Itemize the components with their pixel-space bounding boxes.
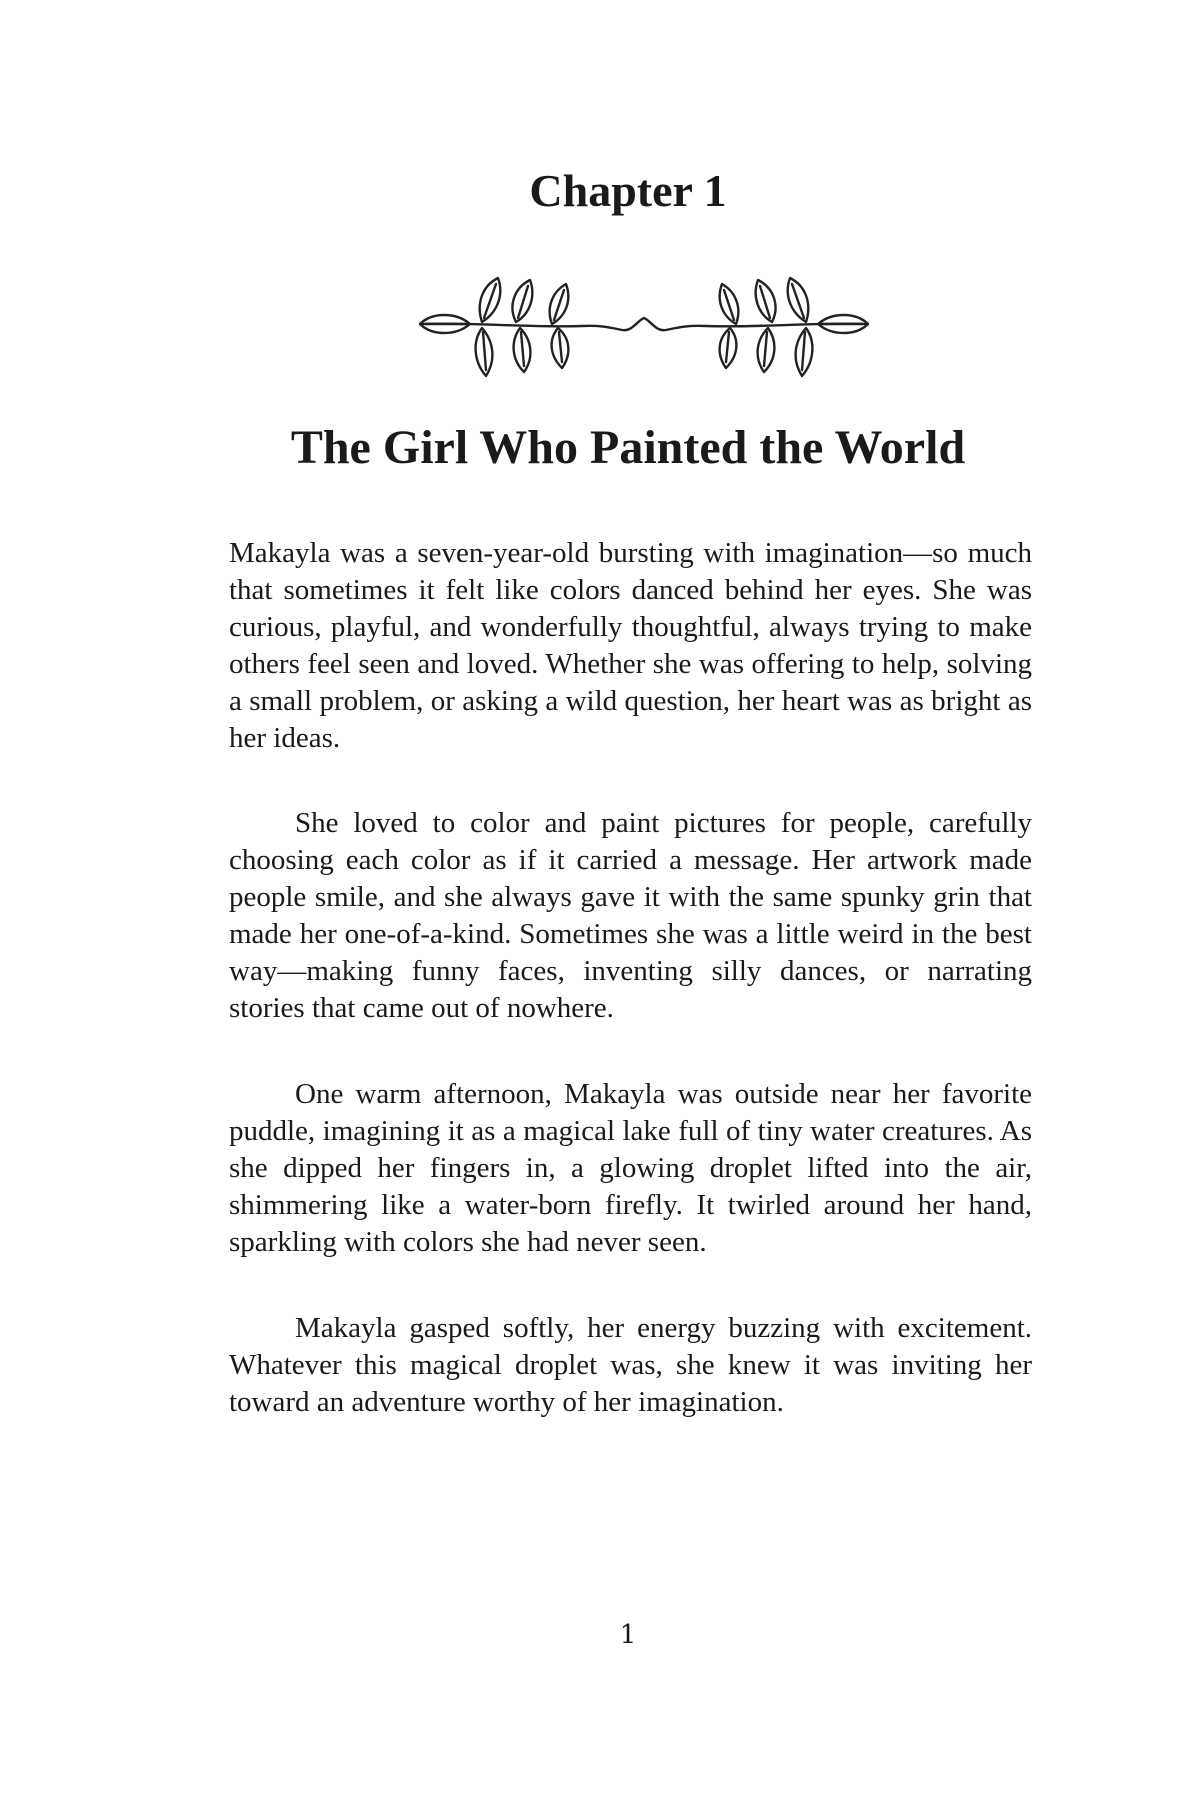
laurel-vine-divider-icon — [412, 272, 876, 384]
paragraph-3: One warm afternoon, Makayla was outside near her favorite puddle, imagining it as a magical lake full of tiny water creatures. As she dipped her fingers in, a glowing droplet lifted into the air, shimmering like a water-born firefly. It twirled around her hand, sparkling with colors she had never seen. — [229, 1078, 1032, 1258]
chapter-title: The Girl Who Painted the World — [290, 421, 966, 474]
paragraph-1: Makayla was a seven-year-old bursting with imagination—so much that sometimes it felt like colors danced behind her eyes. She was curious, playful, and wonderfully thoughtful, always trying to make others feel seen and loved. Whether she was offering to help, solving a small problem, or asking a wild question, her heart was as bright as her ideas. — [229, 537, 1032, 754]
page-number: 1 — [619, 1620, 637, 1650]
paragraph-4: Makayla gasped softly, her energy buzzing with excitement. Whatever this magical droplet was, she knew it was inviting her toward an adventure worthy of her imagination. — [229, 1312, 1032, 1418]
chapter-body — [229, 535, 1032, 1421]
chapter-label: Chapter 1 — [529, 165, 727, 216]
paragraph-2: She loved to color and paint pictures for people, carefully choosing each color as if it carried a message. Her artwork made people smile, and she always gave it with the same spunky grin that made her one-of-a-kind. Sometimes she was a little weird in the best way—making funny faces, inventing silly dances, or narrating stories that came out of nowhere. — [229, 807, 1032, 1024]
